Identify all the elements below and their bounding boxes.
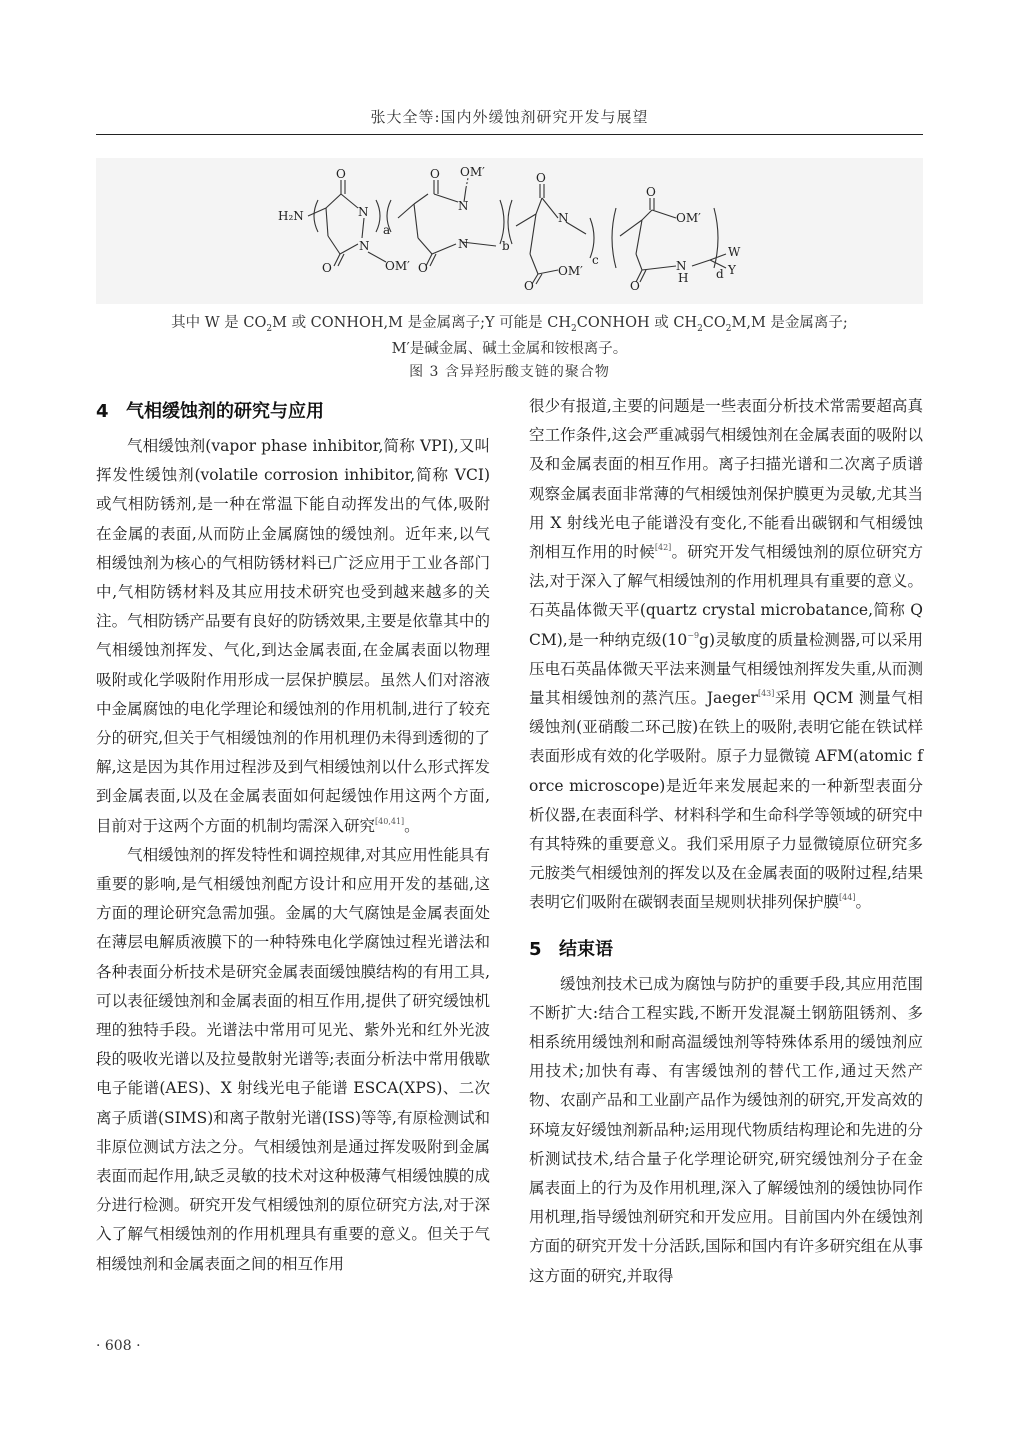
label-n: N xyxy=(458,199,469,213)
section-4-paragraph-2-continued: 很少有报道,主要的问题是一些表面分析技术常需要超高真空工作条件,这会严重减弱气相缓蚀剂在金属表面的吸附以及和金属表面的相互作用。离子扫描光谱和二次离子质谱观察金属表面非常薄的气相缓蚀剂保护膜更为灵敏,尤其当用 X 射线光电子能谱没有变化,不能看出碳钢和气相缓蚀剂相互作用的时候[42]。研究开发气相缓蚀剂的原位研究方法,对于深入了解气相缓蚀剂的作用机理具有重要的意义。石英晶体微天平(quartz crystal microbatance,简称 QCM),是一种纳克级$(10^{-9}g)$灵敏度的质量检测器,可以采用压电石英晶体微天平法来测量气相缓蚀剂挥发失重,从而测量其相缓蚀剂的蒸汽压。Jaeger[43]采用 QCM 测量气相缓蚀剂(亚硝酸二环己胺)在铁上的吸附,表明它能在铁试样表面形成有效的化学吸附。原子力显微镜 AFM(atomic force microscope)是近年来发展起来的一种新型表面分析仪器,在表面科学、材料科学和生命科学等领域的研究中有其特殊的重要意义。我们采用原子力显微镜原位研究多元胺类气相缓蚀剂的挥发以及在金属表面的吸附过程,结果表明它们吸附在碳钢表面呈规则状排列保护膜[44]。 xyxy=(529,397,923,912)
label-n: N xyxy=(358,205,369,219)
label-y: Y xyxy=(728,263,736,277)
page-number: · 608 · xyxy=(96,1338,141,1354)
section-4-paragraph-1: 气相缓蚀剂(vapor phase inhibitor,简称 VPI),又叫挥发性缓蚀剂(volatile corrosion inhibitor,简称 VCI)或气相防锈剂,是一种在常温下能自动挥发出的气体,吸附在金属的表面,从而防止金属腐蚀的缓蚀剂。近年来,以气相缓蚀剂为核心的气相防锈材料已广泛应用于工业各部门中,气相防锈材料及其应用技术研究也受到越来越多的关注。气相防锈产品要有良好的防锈效果,主要是依靠其中的气相缓蚀剂挥发、气化,到达金属表面,在金属表面以物理吸附或化学吸附作用形成一层保护膜层。虽然人们对溶液中金属腐蚀的电化学理论和缓蚀剂的作用机制,进行了较充分的研究,但关于气相缓蚀剂的作用机理仍未得到透彻的了解,这是因为其作用过程涉及到气相缓蚀剂以什么形式挥发到金属表面,以及在金属表面如何起缓蚀作用这两个方面,目前对于这两个方面的机制均需深入研究[40,41]。 xyxy=(96,437,490,835)
running-head: 张大全等:国内外缓蚀剂研究开发与展望 xyxy=(370,108,649,126)
citation: [40,41] xyxy=(375,816,405,826)
label-n: N xyxy=(676,259,687,273)
section-5-paragraph-1: 缓蚀剂技术已成为腐蚀与防护的重要手段,其应用范围不断扩大:结合工程实践,不断开发混凝土钢筋阻锈剂、多相系统用缓蚀剂和耐高温缓蚀剂等特殊体系用的缓蚀剂应用技术;加快有毒、有害缓蚀剂的替代工作,通过天然产物、农副产品和工业副产品作为缓蚀剂的研究,开发高效的环境友好缓蚀剂新品种;运用现代物质结构理论和先进的分析测试技术,结合量子化学理论研究,研究缓蚀剂分子在金属表面上的行为及作用机理,深入了解缓蚀剂的缓蚀协同作用机理,指导缓蚀剂研究和开发应用。目前国内外在缓蚀剂方面的研究开发十分活跃,国际和国内有许多研究组在从事这方面的研究,并取得 xyxy=(529,974,923,1285)
label-w: W xyxy=(728,245,741,259)
label-o: O xyxy=(536,171,546,185)
structure-labels xyxy=(278,165,741,293)
label-o: O xyxy=(630,279,640,293)
right-column xyxy=(529,392,923,1291)
section-number: 5 xyxy=(529,938,542,960)
label-c: c xyxy=(592,253,599,267)
label-h: H xyxy=(678,271,689,285)
label-n: N xyxy=(458,237,469,251)
figure-note-line1: 其中 W 是 $CO_2M$ 或 CONHOH,M 是金属离子;Y 可能是 $CH_2CONHOH$ 或 $CH_2CO_2M,M$ 是金属离子; xyxy=(171,315,848,334)
label-om: OM′ xyxy=(676,211,701,225)
label-o: O xyxy=(430,167,440,181)
label-o: O xyxy=(646,185,656,199)
label-om: OM′ xyxy=(460,165,485,179)
section-title: 气相缓蚀剂的研究与应用 xyxy=(126,401,324,422)
citation: [42] xyxy=(654,543,672,553)
label-h2n: H₂N xyxy=(278,209,304,223)
header-rule xyxy=(96,134,923,135)
citation: [43] xyxy=(757,689,775,699)
section-4-paragraph-2: 气相缓蚀剂的挥发特性和调控规律,对其应用性能具有重要的影响,是气相缓蚀剂配方设计和应用开发的基础,这方面的理论研究急需加强。金属的大气腐蚀是金属表面处在薄层电解质液膜下的一种特殊电化学腐蚀过程光谱法和各种表面分析技术是研究金属表面缓蚀膜结构的有用工具,可以表征缓蚀剂和金属表面的相互作用,提供了研究缓蚀机理的独特手段。光谱法中常用可见光、紫外光和红外光波段的吸收光谱以及拉曼散射光谱等;表面分析法中常用俄歇电子能谱(AES)、X 射线光电子能谱 ESCA(XPS)、二次离子质谱(SIMS)和离子散射光谱(ISS)等等,有原检测试和非原位测试方法之分。气相缓蚀剂是通过挥发吸附到金属表面而起作用,缺乏灵敏的技术对这种极薄气相缓蚀膜的成分进行检测。研究开发气相缓蚀剂的原位研究方法,对于深入了解气相缓蚀剂的作用机理具有重要的意义。但关于气相缓蚀剂和金属表面之间的相互作用 xyxy=(96,845,490,1273)
label-om: OM′ xyxy=(385,259,410,273)
label-om: OM′ xyxy=(558,264,583,278)
figure-caption: 图 3 含异羟肟酸支链的聚合物 xyxy=(409,364,610,380)
figure-3-structure xyxy=(96,158,923,304)
label-o: O xyxy=(418,261,428,275)
exponent: −9 xyxy=(687,630,700,640)
label-o: O xyxy=(524,279,534,293)
section-title: 结束语 xyxy=(559,938,613,960)
label-o: O xyxy=(336,167,346,181)
label-a: a xyxy=(383,223,391,237)
section-5-heading xyxy=(529,930,923,970)
figure-note-line2: M′是碱金属、碱土金属和铵根离子。 xyxy=(391,341,628,357)
label-o: O xyxy=(322,261,332,275)
label-b: b xyxy=(502,239,510,253)
left-column xyxy=(96,392,490,1279)
polymer-structure-drawing xyxy=(96,158,923,304)
section-number: 4 xyxy=(96,401,109,422)
label-n: N xyxy=(359,239,370,253)
label-d: d xyxy=(716,267,724,281)
label-n: N xyxy=(558,211,569,225)
citation: [44] xyxy=(839,893,856,903)
section-4-heading xyxy=(96,392,490,432)
